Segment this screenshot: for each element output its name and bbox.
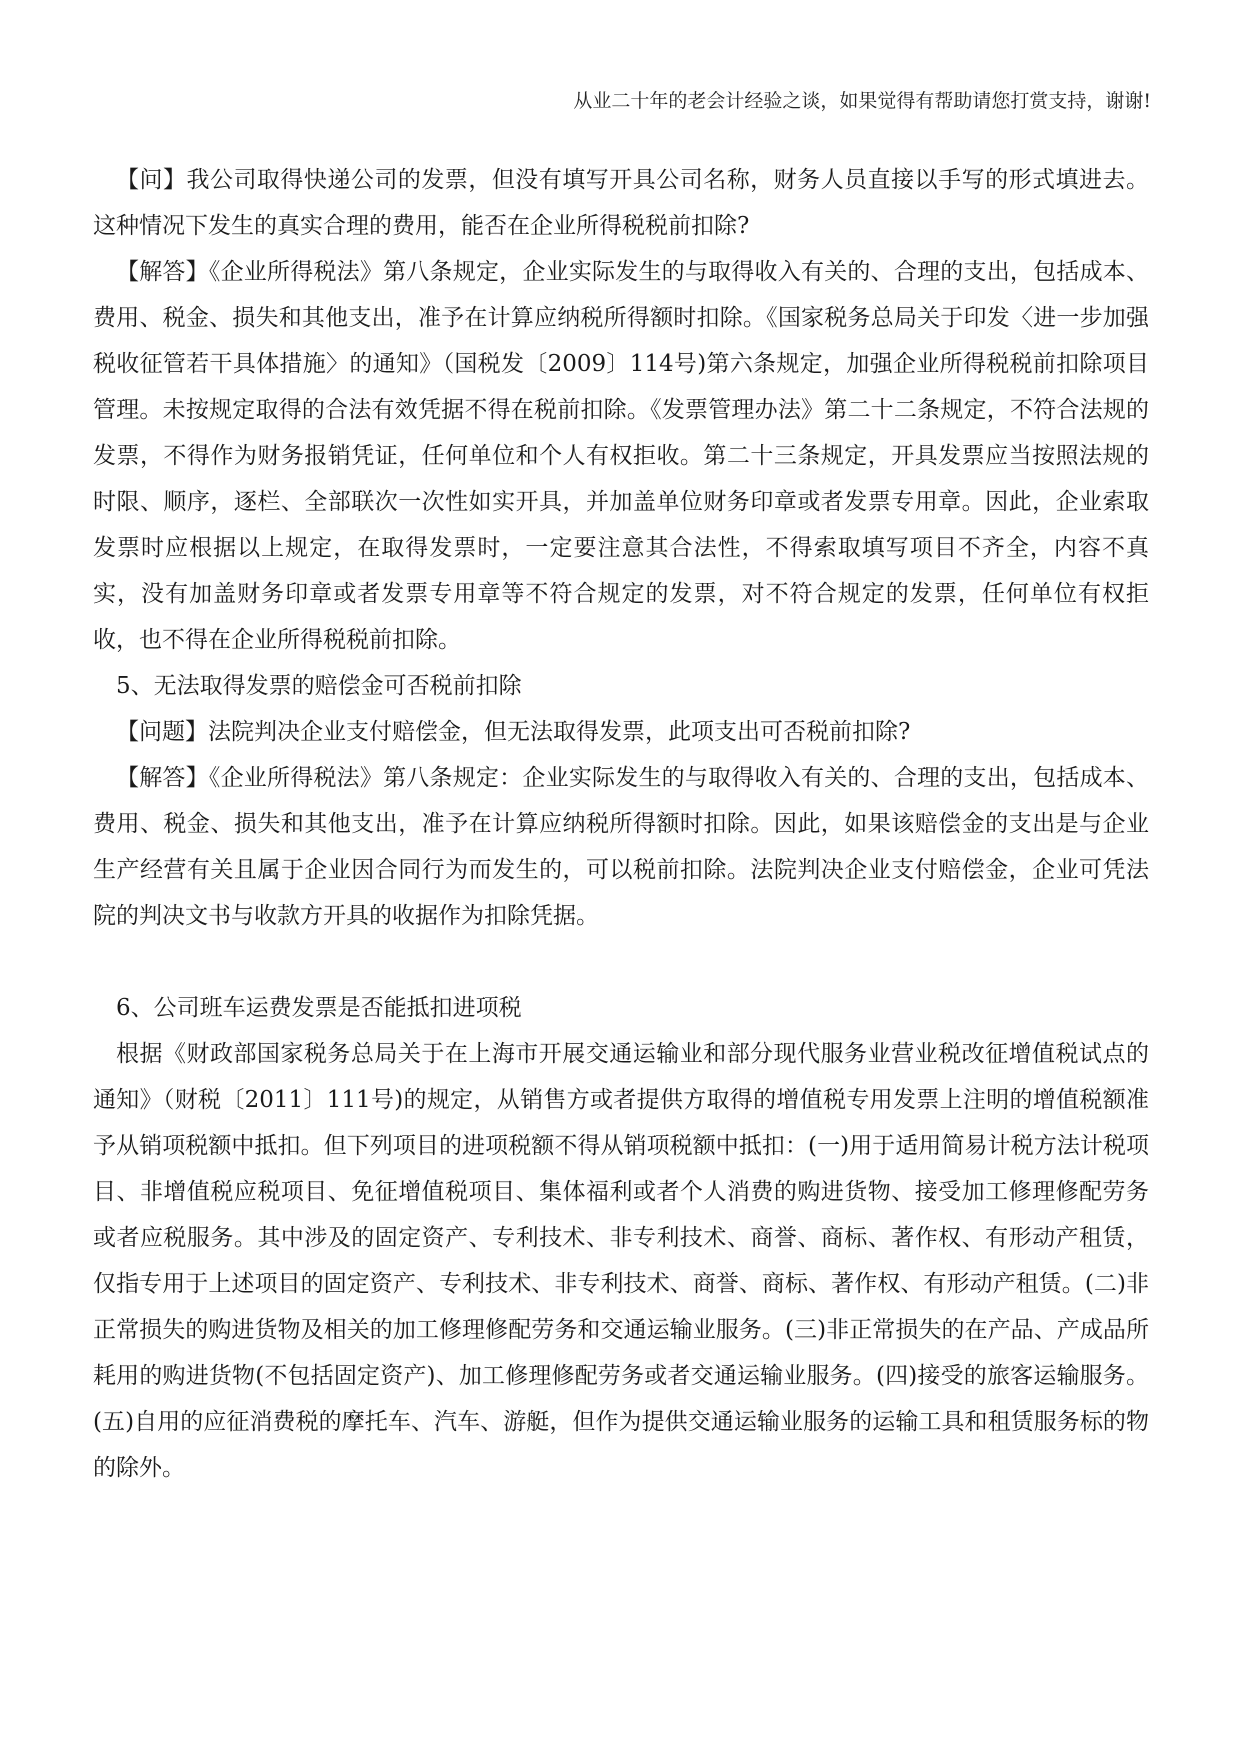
- paragraph-spacer: [93, 939, 1149, 985]
- section-heading-5: 5、无法取得发票的赔偿金可否税前扣除: [116, 673, 522, 699]
- document-body: [93, 157, 1149, 1491]
- body-paragraph-6: 根据《财政部国家税务总局关于在上海市开展交通运输业和部分现代服务业营业税改征增值税试点的通知》（财税〔2011〕111号)的规定，从销售方或者提供方取得的增值税专用发票上注明的增值税额准予从销项税额中抵扣。但下列项目的进项税额不得从销项税额中抵扣：(一)用于适用简易计税方法计税项目、非增值税应税项目、免征增值税项目、集体福利或者个人消费的购进货物、接受加工修理修配劳务或者应税服务。其中涉及的固定资产、专利技术、非专利技术、商誉、商标、著作权、有形动产租赁，仅指专用于上述项目的固定资产、专利技术、非专利技术、商誉、商标、著作权、有形动产租赁。(二)非正常损失的购进货物及相关的加工修理修配劳务和交通运输业服务。(三)非正常损失的在产品、产成品所耗用的购进货物(不包括固定资产)、加工修理修配劳务或者交通运输业服务。(四)接受的旅客运输服务。(五)自用的应征消费税的摩托车、汽车、游艇，但作为提供交通运输业服务的运输工具和租赁服务标的物的除外。: [93, 1041, 1149, 1481]
- section-heading-6: 6、公司班车运费发票是否能抵扣进项税: [116, 995, 522, 1021]
- question-paragraph-5: 【问题】法院判决企业支付赔偿金，但无法取得发票，此项支出可否税前扣除?: [116, 719, 911, 745]
- question-paragraph: 【问】我公司取得快递公司的发票，但没有填写开具公司名称，财务人员直接以手写的形式填进去。这种情况下发生的真实合理的费用，能否在企业所得税税前扣除?: [93, 167, 1149, 239]
- page-header: 从业二十年的老会计经验之谈，如果觉得有帮助请您打赏支持，谢谢!: [573, 90, 1151, 112]
- answer-paragraph: 【解答】《企业所得税法》第八条规定，企业实际发生的与取得收入有关的、合理的支出，包括成本、费用、税金、损失和其他支出，准予在计算应纳税所得额时扣除。《国家税务总局关于印发〈进一步加强税收征管若干具体措施〉的通知》（国税发〔2009〕114号)第六条规定，加强企业所得税税前扣除项目管理。未按规定取得的合法有效凭据不得在税前扣除。《发票管理办法》第二十二条规定，不符合法规的发票，不得作为财务报销凭证，任何单位和个人有权拒收。第二十三条规定，开具发票应当按照法规的时限、顺序，逐栏、全部联次一次性如实开具，并加盖单位财务印章或者发票专用章。因此，企业索取发票时应根据以上规定，在取得发票时，一定要注意其合法性，不得索取填写项目不齐全，内容不真实，没有加盖财务印章或者发票专用章等不符合规定的发票，对不符合规定的发票，任何单位有权拒收，也不得在企业所得税税前扣除。: [93, 259, 1149, 653]
- answer-paragraph-5: 【解答】《企业所得税法》第八条规定：企业实际发生的与取得收入有关的、合理的支出，包括成本、费用、税金、损失和其他支出，准予在计算应纳税所得额时扣除。因此，如果该赔偿金的支出是与企业生产经营有关且属于企业因合同行为而发生的，可以税前扣除。法院判决企业支付赔偿金，企业可凭法院的判决文书与收款方开具的收据作为扣除凭据。: [93, 765, 1149, 929]
